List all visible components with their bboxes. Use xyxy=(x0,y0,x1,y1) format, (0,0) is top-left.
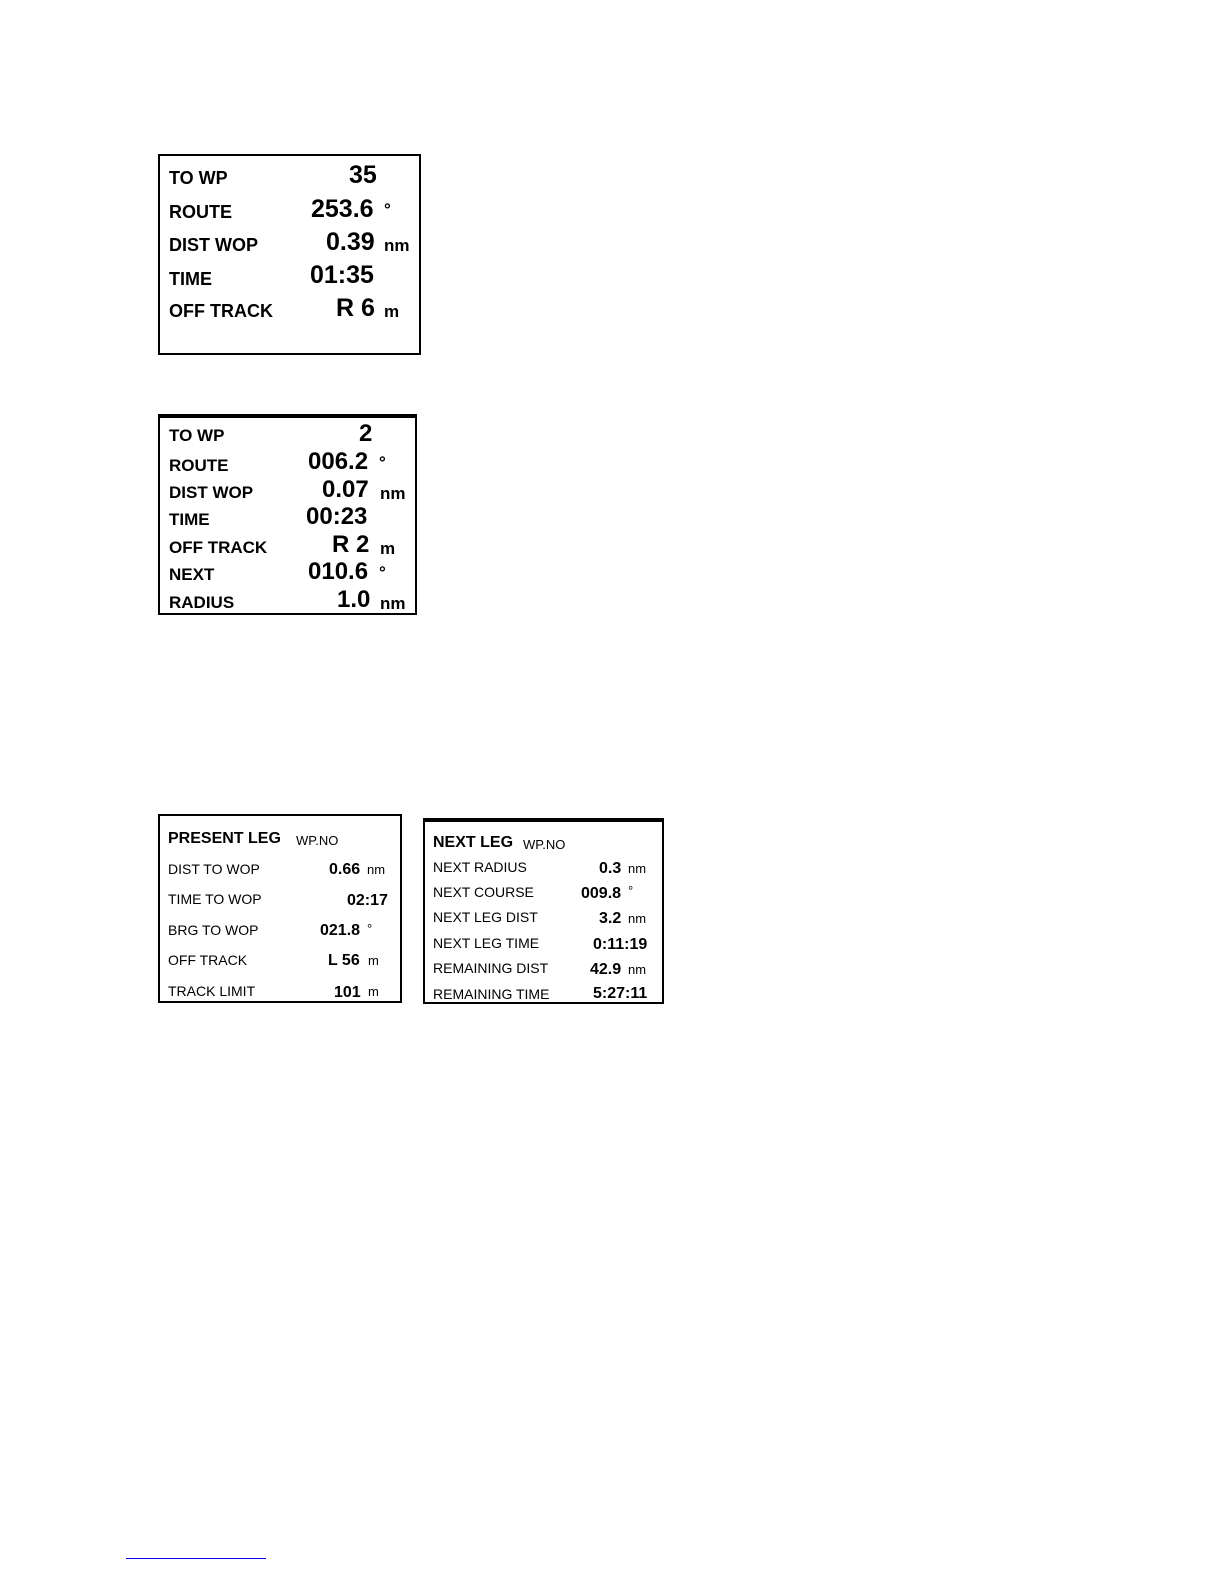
off-track-unit: m xyxy=(380,539,396,558)
to-wp-label: TO WP xyxy=(169,426,225,445)
next-radius-unit: nm xyxy=(628,861,647,876)
dist-wop-unit: nm xyxy=(384,236,410,255)
dist-to-wop-value: 0.66 xyxy=(329,861,361,878)
remaining-time-label: REMAINING TIME xyxy=(433,986,550,1002)
time-value: 01:35 xyxy=(310,261,374,289)
wp-no-label: WP.NO xyxy=(296,833,339,848)
dist-wop-label: DIST WOP xyxy=(169,235,258,255)
remaining-time-value: 5:27:11 xyxy=(593,985,648,1002)
off-track-value: R 2 xyxy=(332,531,370,558)
next-course-value: 009.8 xyxy=(581,885,622,902)
brg-to-wop-unit: ° xyxy=(367,921,373,936)
next-course-unit: ° xyxy=(628,883,634,898)
next-leg-dist-label: NEXT LEG DIST xyxy=(433,909,538,925)
off-track-label: OFF TRACK xyxy=(169,301,273,321)
time-label: TIME xyxy=(169,510,210,529)
next-leg-time-label: NEXT LEG TIME xyxy=(433,935,540,951)
next-leg-time-value: 0:11:19 xyxy=(593,936,648,953)
radius-label: RADIUS xyxy=(169,593,235,612)
next-label: NEXT xyxy=(169,565,215,584)
dist-wop-value: 0.07 xyxy=(322,476,369,503)
next-radius-value: 0.3 xyxy=(599,860,622,877)
next-leg-heading: NEXT LEG xyxy=(433,834,514,851)
wp-no-label: WP.NO xyxy=(523,837,566,852)
dist-to-wop-unit: nm xyxy=(367,862,386,877)
route-value: 253.6 xyxy=(311,195,374,223)
dist-to-wop-label: DIST TO WOP xyxy=(168,861,260,877)
off-track-value: R 6 xyxy=(336,294,375,322)
track-limit-unit: m xyxy=(368,984,379,999)
off-track-label: OFF TRACK xyxy=(168,952,248,968)
time-value: 00:23 xyxy=(306,503,368,530)
to-wp-value: 2 xyxy=(359,420,373,447)
brg-to-wop-value: 021.8 xyxy=(320,922,361,939)
next-leg-panel xyxy=(423,818,664,1004)
navigation-display-panel-1 xyxy=(158,154,421,355)
route-label: ROUTE xyxy=(169,456,229,475)
next-leg-dist-unit: nm xyxy=(628,911,647,926)
to-wp-label: TO WP xyxy=(169,168,228,188)
route-unit: ° xyxy=(379,453,386,472)
remaining-dist-unit: nm xyxy=(628,962,647,977)
radius-unit: nm xyxy=(380,594,406,613)
off-track-unit: m xyxy=(384,302,400,321)
route-label: ROUTE xyxy=(169,202,232,222)
remaining-dist-label: REMAINING DIST xyxy=(433,960,549,976)
dist-wop-value: 0.39 xyxy=(326,228,375,256)
remaining-dist-value: 42.9 xyxy=(590,961,622,978)
next-leg-dist-value: 3.2 xyxy=(599,910,622,927)
next-unit: ° xyxy=(379,563,386,582)
dist-wop-unit: nm xyxy=(380,484,406,503)
present-leg-panel xyxy=(158,814,402,1003)
next-radius-label: NEXT RADIUS xyxy=(433,859,527,875)
track-limit-value: 101 xyxy=(334,984,361,1001)
off-track-value: L 56 xyxy=(328,952,360,969)
next-value: 010.6 xyxy=(308,558,369,585)
off-track-unit: m xyxy=(368,953,379,968)
navigation-display-panel-2 xyxy=(158,414,417,615)
route-value: 006.2 xyxy=(308,448,369,475)
time-to-wop-value: 02:17 xyxy=(347,892,388,909)
dist-wop-label: DIST WOP xyxy=(169,483,254,502)
brg-to-wop-label: BRG TO WOP xyxy=(168,922,259,938)
off-track-label: OFF TRACK xyxy=(169,538,268,557)
time-to-wop-label: TIME TO WOP xyxy=(168,891,262,907)
present-leg-heading: PRESENT LEG xyxy=(168,830,281,847)
to-wp-value: 35 xyxy=(349,161,377,189)
time-label: TIME xyxy=(169,269,212,289)
track-limit-label: TRACK LIMIT xyxy=(168,983,256,999)
footnote-separator xyxy=(126,1558,266,1559)
next-course-label: NEXT COURSE xyxy=(433,884,534,900)
radius-value: 1.0 xyxy=(337,586,371,613)
route-unit: ° xyxy=(384,200,391,219)
